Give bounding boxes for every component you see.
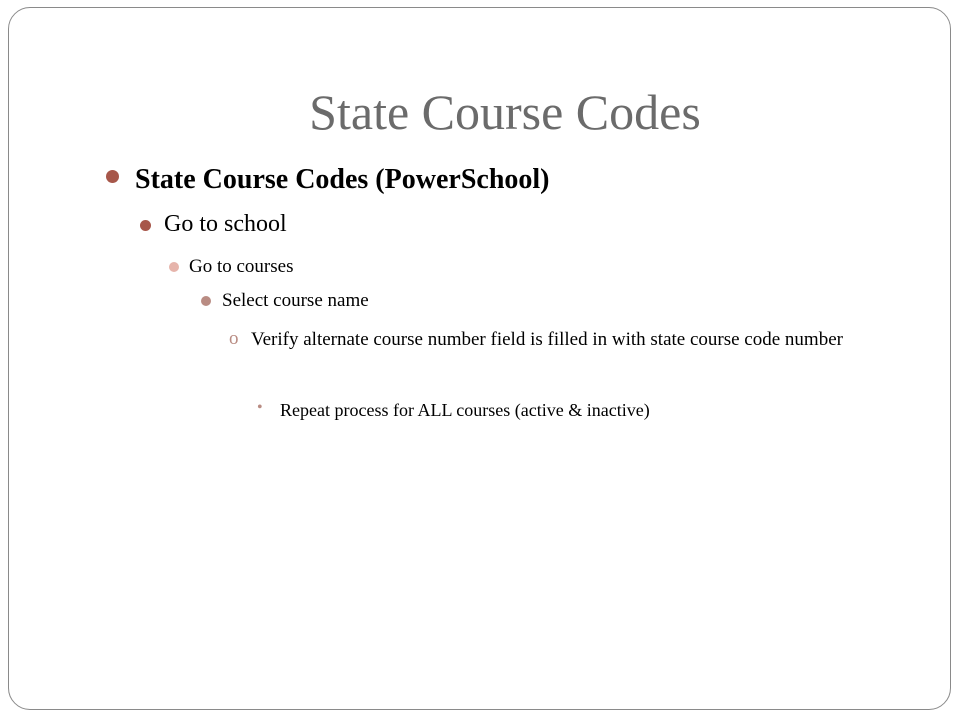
bullet-level1-icon: [106, 170, 119, 183]
bullet-level5-text: Verify alternate course number field is filled in with state course code number: [251, 329, 843, 350]
slide-title: State Course Codes: [309, 84, 701, 140]
bullet-level5-icon: o: [229, 328, 239, 349]
bullet-level4-icon: [201, 296, 211, 306]
bullet-level6-icon: •: [257, 399, 263, 416]
bullet-level3-text: Go to courses: [189, 256, 294, 277]
bullet-level2-text: Go to school: [164, 211, 287, 237]
bullet-level2-icon: [140, 220, 151, 231]
bullet-level1-text: State Course Codes (PowerSchool): [135, 164, 550, 195]
bullet-level6-text: Repeat process for ALL courses (active & inactive): [280, 400, 650, 420]
bullet-level4-text: Select course name: [222, 290, 369, 311]
bullet-level3-icon: [169, 262, 179, 272]
